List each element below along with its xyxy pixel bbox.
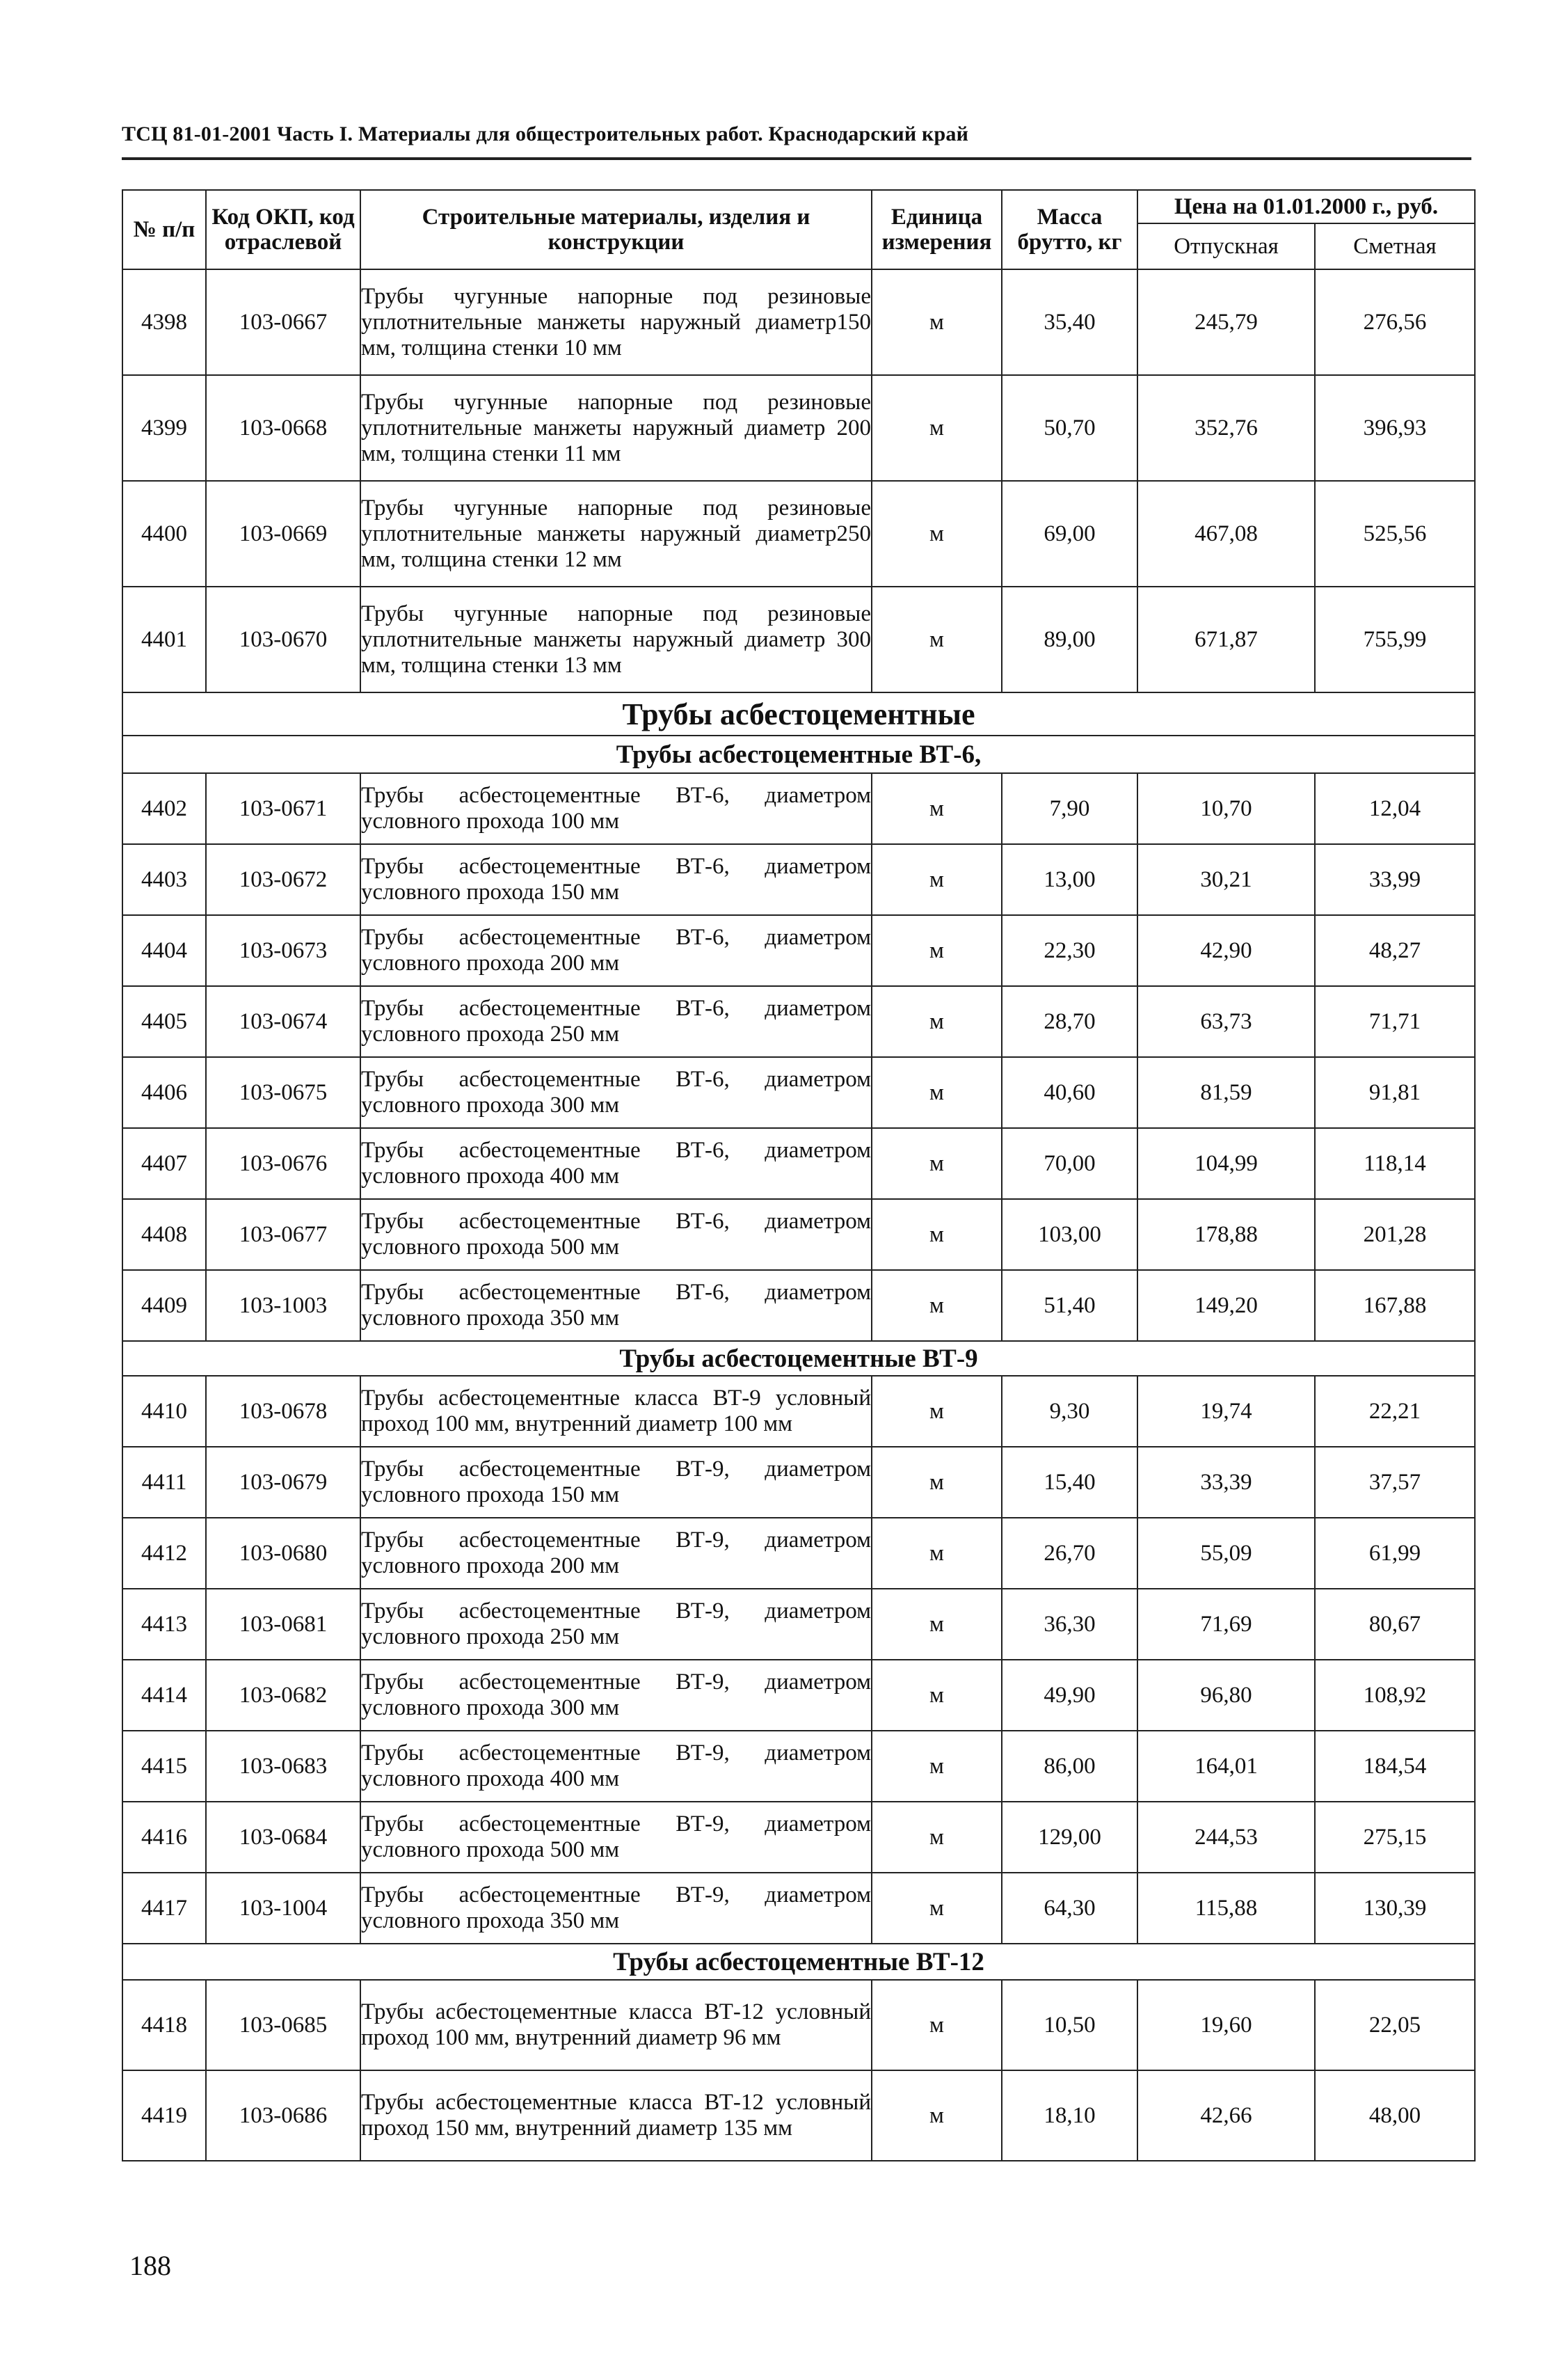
gross-mass: 51,40 [1002,1270,1137,1341]
gross-mass: 35,40 [1002,269,1137,375]
okp-code: 103-0684 [206,1802,360,1873]
running-header: ТСЦ 81-01-2001 Часть I. Материалы для общестроительных работ. Краснодарский край [122,122,969,145]
material-name: Трубы асбестоцементные класса ВТ-12 условный проход 100 мм, внутренний диаметр 96 мм [360,1980,872,2070]
row-number: 4418 [122,1980,206,2070]
okp-code: 103-0683 [206,1731,360,1802]
okp-code: 103-1004 [206,1873,360,1944]
table-row [122,375,1475,481]
okp-code: 103-0678 [206,1376,360,1447]
col-header-estimate-price: Сметная [1315,223,1475,269]
gross-mass: 86,00 [1002,1731,1137,1802]
estimate-price: 37,57 [1315,1447,1475,1518]
table-row [122,1731,1475,1802]
table-row [122,915,1475,986]
unit-of-measure: м [872,1980,1002,2070]
unit-of-measure: м [872,1199,1002,1270]
table-row [122,1589,1475,1660]
estimate-price: 130,39 [1315,1873,1475,1944]
material-name: Трубы асбестоцементные ВТ-6, диаметром условного прохода 350 мм [360,1270,872,1341]
table-row [122,773,1475,844]
material-name: Трубы асбестоцементные ВТ-9, диаметром условного прохода 400 мм [360,1731,872,1802]
section-title-bt9: Трубы асбестоцементные ВТ-9 [122,1341,1475,1376]
estimate-price: 201,28 [1315,1199,1475,1270]
section-row [122,1341,1475,1376]
section-title-bt6: Трубы асбестоцементные ВТ-6, [122,736,1475,773]
estimate-price: 71,71 [1315,986,1475,1057]
okp-code: 103-0676 [206,1128,360,1199]
unit-of-measure: м [872,844,1002,915]
row-number: 4402 [122,773,206,844]
release-price: 10,70 [1137,773,1315,844]
row-number: 4411 [122,1447,206,1518]
estimate-price: 91,81 [1315,1057,1475,1128]
okp-code: 103-0682 [206,1660,360,1731]
row-number: 4413 [122,1589,206,1660]
unit-of-measure: м [872,375,1002,481]
gross-mass: 15,40 [1002,1447,1137,1518]
unit-of-measure: м [872,773,1002,844]
unit-of-measure: м [872,1802,1002,1873]
release-price: 149,20 [1137,1270,1315,1341]
row-number: 4398 [122,269,206,375]
estimate-price: 80,67 [1315,1589,1475,1660]
estimate-price: 276,56 [1315,269,1475,375]
unit-of-measure: м [872,481,1002,587]
row-number: 4403 [122,844,206,915]
estimate-price: 755,99 [1315,587,1475,692]
unit-of-measure: м [872,915,1002,986]
row-number: 4415 [122,1731,206,1802]
material-name: Трубы асбестоцементные ВТ-9, диаметром условного прохода 200 мм [360,1518,872,1589]
estimate-price: 118,14 [1315,1128,1475,1199]
material-name: Трубы чугунные напорные под резиновые уплотнительные манжеты наружный диаметр250 мм, толщина стенки 12 мм [360,481,872,587]
material-name: Трубы асбестоцементные класса ВТ-9 условный проход 100 мм, внутренний диаметр 100 мм [360,1376,872,1447]
col-header-code: Код ОКП, код отраслевой [206,190,360,269]
table-row [122,1873,1475,1944]
material-name: Трубы асбестоцементные ВТ-6, диаметром условного прохода 150 мм [360,844,872,915]
okp-code: 103-0685 [206,1980,360,2070]
table-row [122,1057,1475,1128]
unit-of-measure: м [872,1128,1002,1199]
estimate-price: 184,54 [1315,1731,1475,1802]
okp-code: 103-1003 [206,1270,360,1341]
release-price: 71,69 [1137,1589,1315,1660]
col-header-num: № п/п [122,190,206,269]
okp-code: 103-0671 [206,773,360,844]
release-price: 115,88 [1137,1873,1315,1944]
material-name: Трубы чугунные напорные под резиновые уплотнительные манжеты наружный диаметр150 мм, толщина стенки 10 мм [360,269,872,375]
okp-code: 103-0679 [206,1447,360,1518]
estimate-price: 12,04 [1315,773,1475,844]
unit-of-measure: м [872,1873,1002,1944]
unit-of-measure: м [872,1589,1002,1660]
col-header-mass: Масса брутто, кг [1002,190,1137,269]
estimate-price: 525,56 [1315,481,1475,587]
row-number: 4409 [122,1270,206,1341]
release-price: 63,73 [1137,986,1315,1057]
estimate-price: 33,99 [1315,844,1475,915]
header-rule [122,157,1471,160]
table-row [122,1980,1475,2070]
row-number: 4408 [122,1199,206,1270]
material-name: Трубы асбестоцементные ВТ-9, диаметром условного прохода 500 мм [360,1802,872,1873]
material-name: Трубы асбестоцементные ВТ-6, диаметром условного прохода 250 мм [360,986,872,1057]
row-number: 4401 [122,587,206,692]
okp-code: 103-0686 [206,2070,360,2161]
material-name: Трубы асбестоцементные ВТ-9, диаметром условного прохода 300 мм [360,1660,872,1731]
okp-code: 103-0672 [206,844,360,915]
row-number: 4417 [122,1873,206,1944]
release-price: 42,66 [1137,2070,1315,2161]
row-number: 4414 [122,1660,206,1731]
material-name: Трубы чугунные напорные под резиновые уплотнительные манжеты наружный диаметр 200 мм, толщина стенки 11 мм [360,375,872,481]
gross-mass: 103,00 [1002,1199,1137,1270]
table-body [122,269,1475,2161]
section-title-asbestos: Трубы асбестоцементные [122,692,1475,736]
row-number: 4400 [122,481,206,587]
release-price: 81,59 [1137,1057,1315,1128]
gross-mass: 10,50 [1002,1980,1137,2070]
row-number: 4410 [122,1376,206,1447]
release-price: 33,39 [1137,1447,1315,1518]
unit-of-measure: м [872,1270,1002,1341]
estimate-price: 22,05 [1315,1980,1475,2070]
material-name: Трубы асбестоцементные ВТ-9, диаметром условного прохода 150 мм [360,1447,872,1518]
unit-of-measure: м [872,269,1002,375]
gross-mass: 40,60 [1002,1057,1137,1128]
table-row [122,1447,1475,1518]
release-price: 42,90 [1137,915,1315,986]
table-row [122,269,1475,375]
okp-code: 103-0675 [206,1057,360,1128]
col-header-name: Строительные материалы, изделия и конструкции [360,190,872,269]
unit-of-measure: м [872,1518,1002,1589]
table-row [122,1802,1475,1873]
material-name: Трубы асбестоцементные ВТ-6, диаметром условного прохода 300 мм [360,1057,872,1128]
table-row [122,1376,1475,1447]
release-price: 671,87 [1137,587,1315,692]
okp-code: 103-0673 [206,915,360,986]
col-header-unit: Единица измерения [872,190,1002,269]
section-row [122,692,1475,736]
release-price: 55,09 [1137,1518,1315,1589]
row-number: 4416 [122,1802,206,1873]
table-row [122,2070,1475,2161]
estimate-price: 275,15 [1315,1802,1475,1873]
estimate-price: 108,92 [1315,1660,1475,1731]
okp-code: 103-0670 [206,587,360,692]
unit-of-measure: м [872,1731,1002,1802]
release-price: 30,21 [1137,844,1315,915]
okp-code: 103-0668 [206,375,360,481]
estimate-price: 48,27 [1315,915,1475,986]
material-name: Трубы асбестоцементные класса ВТ-12 условный проход 150 мм, внутренний диаметр 135 мм [360,2070,872,2161]
row-number: 4405 [122,986,206,1057]
unit-of-measure: м [872,587,1002,692]
row-number: 4419 [122,2070,206,2161]
table-row [122,986,1475,1057]
release-price: 352,76 [1137,375,1315,481]
gross-mass: 50,70 [1002,375,1137,481]
gross-mass: 129,00 [1002,1802,1137,1873]
row-number: 4406 [122,1057,206,1128]
okp-code: 103-0681 [206,1589,360,1660]
gross-mass: 89,00 [1002,587,1137,692]
gross-mass: 9,30 [1002,1376,1137,1447]
material-name: Трубы асбестоцементные ВТ-6, диаметром условного прохода 400 мм [360,1128,872,1199]
gross-mass: 26,70 [1002,1518,1137,1589]
table-row [122,481,1475,587]
release-price: 19,60 [1137,1980,1315,2070]
materials-table [122,189,1476,2161]
estimate-price: 167,88 [1315,1270,1475,1341]
unit-of-measure: м [872,1376,1002,1447]
gross-mass: 7,90 [1002,773,1137,844]
material-name: Трубы асбестоцементные ВТ-9, диаметром условного прохода 250 мм [360,1589,872,1660]
table-row [122,1199,1475,1270]
unit-of-measure: м [872,1447,1002,1518]
okp-code: 103-0677 [206,1199,360,1270]
gross-mass: 69,00 [1002,481,1137,587]
estimate-price: 61,99 [1315,1518,1475,1589]
material-name: Трубы асбестоцементные ВТ-6, диаметром условного прохода 100 мм [360,773,872,844]
release-price: 19,74 [1137,1376,1315,1447]
col-header-release-price: Отпускная [1137,223,1315,269]
unit-of-measure: м [872,2070,1002,2161]
page-number: 188 [129,2250,171,2281]
table-row [122,587,1475,692]
row-number: 4399 [122,375,206,481]
gross-mass: 22,30 [1002,915,1137,986]
release-price: 244,53 [1137,1802,1315,1873]
gross-mass: 13,00 [1002,844,1137,915]
row-number: 4412 [122,1518,206,1589]
unit-of-measure: м [872,986,1002,1057]
gross-mass: 49,90 [1002,1660,1137,1731]
gross-mass: 70,00 [1002,1128,1137,1199]
table-row [122,1128,1475,1199]
estimate-price: 48,00 [1315,2070,1475,2161]
okp-code: 103-0669 [206,481,360,587]
gross-mass: 28,70 [1002,986,1137,1057]
release-price: 467,08 [1137,481,1315,587]
material-name: Трубы чугунные напорные под резиновые уплотнительные манжеты наружный диаметр 300 мм, толщина стенки 13 мм [360,587,872,692]
unit-of-measure: м [872,1660,1002,1731]
section-title-bt12: Трубы асбестоцементные ВТ-12 [122,1944,1475,1980]
table-row [122,844,1475,915]
material-name: Трубы асбестоцементные ВТ-6, диаметром условного прохода 500 мм [360,1199,872,1270]
material-name: Трубы асбестоцементные ВТ-6, диаметром условного прохода 200 мм [360,915,872,986]
section-row [122,1944,1475,1980]
gross-mass: 64,30 [1002,1873,1137,1944]
row-number: 4404 [122,915,206,986]
table-row [122,1660,1475,1731]
release-price: 164,01 [1137,1731,1315,1802]
estimate-price: 396,93 [1315,375,1475,481]
release-price: 104,99 [1137,1128,1315,1199]
col-header-price-group: Цена на 01.01.2000 г., руб. [1137,190,1475,223]
estimate-price: 22,21 [1315,1376,1475,1447]
gross-mass: 18,10 [1002,2070,1137,2161]
section-row [122,736,1475,773]
table-header [122,190,1475,269]
release-price: 245,79 [1137,269,1315,375]
table-row [122,1270,1475,1341]
okp-code: 103-0667 [206,269,360,375]
release-price: 96,80 [1137,1660,1315,1731]
release-price: 178,88 [1137,1199,1315,1270]
table-row [122,1518,1475,1589]
okp-code: 103-0674 [206,986,360,1057]
okp-code: 103-0680 [206,1518,360,1589]
unit-of-measure: м [872,1057,1002,1128]
row-number: 4407 [122,1128,206,1199]
gross-mass: 36,30 [1002,1589,1137,1660]
material-name: Трубы асбестоцементные ВТ-9, диаметром условного прохода 350 мм [360,1873,872,1944]
